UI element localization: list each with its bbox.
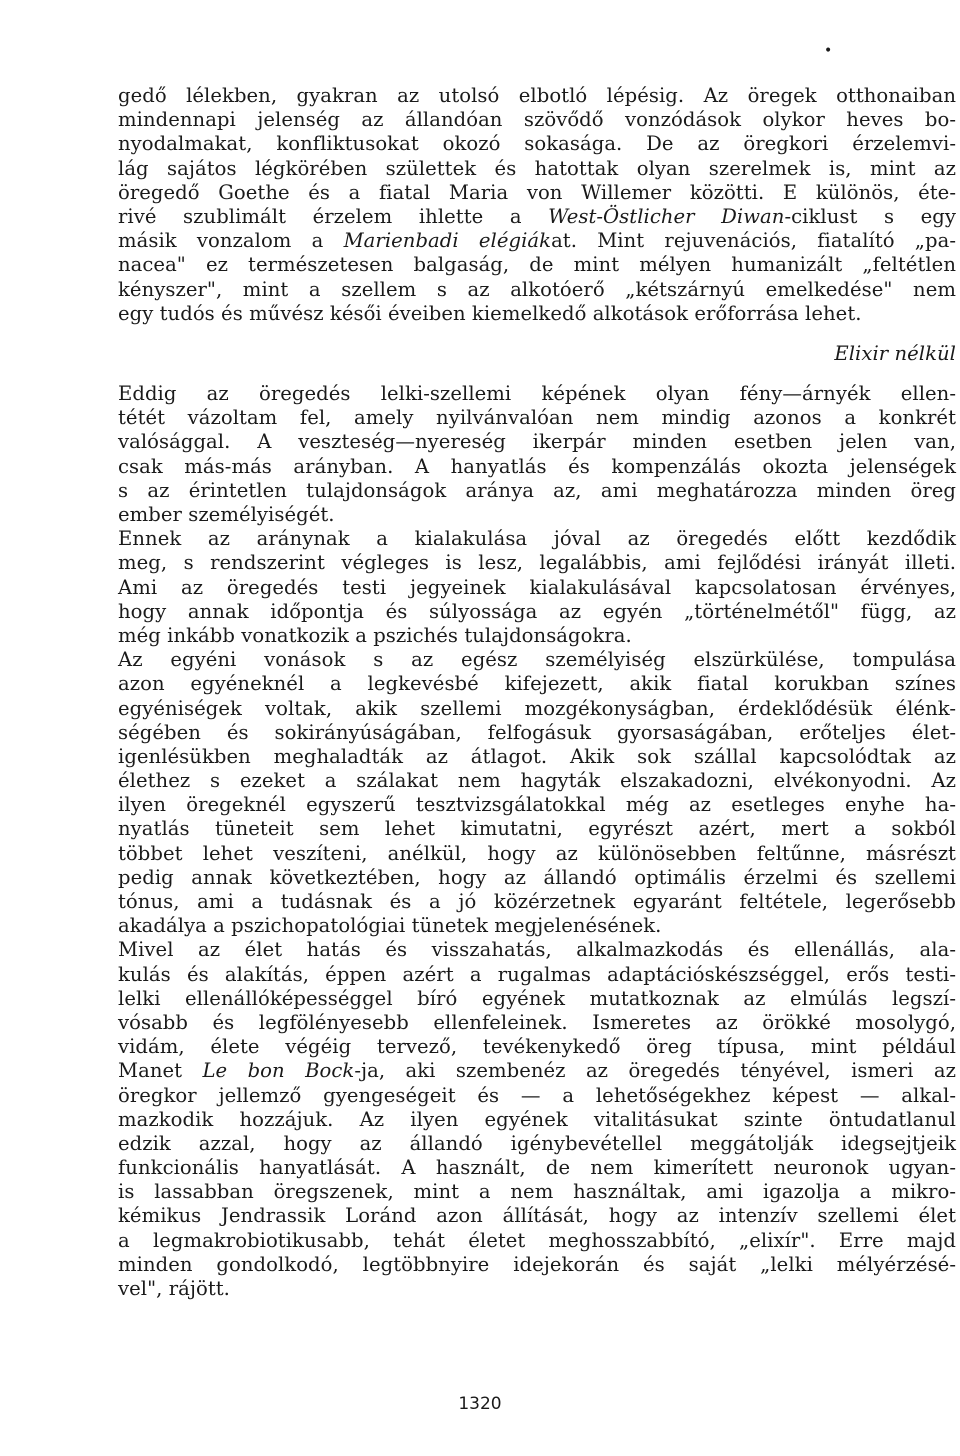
text-line: Mivel az élet hatás és visszahatás, alkalmazkodás és ellenállás, ala-	[118, 938, 956, 962]
section-heading: Elixir nélkül	[834, 341, 956, 365]
text-line: is lassabban öregszenek, mint a nem használtak, ami igazolja a mikro-	[118, 1180, 956, 1204]
text-line: egyéniségek voltak, akik szellemi mozgékonyságban, érdeklődésük élénk-	[118, 696, 956, 720]
text-line: élethez s ezeket a szálakat nem hagyták elszakadozni, elvékonyodni. Az	[118, 769, 956, 793]
text-line: akadálya a pszichopatológiai tünetek megjelenésének.	[118, 914, 662, 938]
page-number: 1320	[458, 1394, 502, 1414]
text-line: lelki ellenállóképességgel bíró egyének mutatkoznak az elmúlás legszí-	[118, 986, 956, 1010]
text-line: még inkább vonatkozik a pszichés tulajdonságokra.	[118, 623, 632, 647]
text-line: mindennapi jelenség az állandóan szövődő vonzódások olykor heves bo-	[118, 108, 956, 132]
text-line: egy tudós és művész késői éveiben kiemelkedő alkotások erőforrása lehet.	[118, 301, 862, 325]
text-line: kémikus Jendrassik Loránd azon állítását, hogy az intenzív szellemi élet	[118, 1204, 956, 1228]
text-line: lág sajátos légkörében születtek és hatottak olyan szerelmek is, mint az	[118, 156, 956, 180]
page-dot: •	[824, 43, 833, 59]
text-line: funkcionális hanyatlását. A használt, de nem kimerített neuronok ugyan-	[118, 1156, 956, 1180]
text-line: valósággal. A veszteség—nyereség ikerpár minden esetben jelen van,	[118, 430, 956, 454]
text-line: tétét vázoltam fel, amely nyilvánvalóan nem mindig azonos a konkrét	[118, 406, 956, 430]
text-line: tónus, ami a tudásnak és a jó közérzetnek egyaránt feltétele, legerősebb	[118, 890, 956, 913]
italic-title: Marienbadi elégiák	[343, 229, 552, 253]
text-line: nyodalmakat, konfliktusokat okozó sokasága. De az öregkori érzelemvi-	[118, 132, 956, 156]
text-line: nacea" ez természetesen balgaság, de mint mélyen humanizált „feltétlen	[118, 253, 956, 277]
text-line: nyatlás tüneteit sem lehet kimutatni, egyrészt azért, mert a sokból	[118, 817, 956, 841]
italic-title: Le bon Bock	[202, 1059, 355, 1083]
text-line: másik vonzalom a Marienbadi elégiákat. Mint rejuvenációs, fiatalító „pa-	[118, 229, 956, 253]
text-line: edzik azzal, hogy az állandó igénybevétellel meggátolják idegsejtjeik	[118, 1131, 956, 1155]
text-line: s az érintetlen tulajdonságok aránya az, ami meghatározza minden öreg	[118, 478, 956, 502]
text-line: pedig annak következtében, hogy az állandó optimális érzelmi és szellemi	[118, 865, 956, 889]
text-line: azon egyéneknél a legkevésbé kifejezett, akik fiatal korukban színes	[118, 672, 956, 696]
text-line: öregkor jellemző gyengeségeit és — a lehetőségekhez képest — alkal-	[118, 1083, 956, 1107]
text-line: vel", rájött.	[118, 1277, 230, 1300]
text-line: ember személyiségét.	[118, 503, 335, 526]
text-line: vidám, élete végéig tervező, tevékenykedő öreg típusa, mint például	[118, 1035, 956, 1059]
text-line: igenlésükben meghaladták az átlagot. Akik sok szállal kapcsolódtak az	[118, 744, 956, 768]
text-line: rivé szublimált érzelem ihlette a West-Östlicher Diwan-ciklust s egy	[118, 204, 956, 228]
text-line: Ami az öregedés testi jegyeinek kialakulásával kapcsolatosan érvényes,	[118, 575, 956, 599]
text-line: mazkodik hozzájuk. Az ilyen egyének vitalitásukat szinte öntudatlanul	[118, 1107, 956, 1131]
italic-title: West-Östlicher Diwan	[548, 204, 785, 228]
text-line: Manet Le bon Bock-ja, aki szembenéz az öregedés tényével, ismeri az	[118, 1059, 956, 1083]
text-line: minden gondolkodó, legtöbbnyire idejekorán és saját „lelki mélyérzésé-	[118, 1252, 956, 1276]
text-line: csak más-más arányban. A hanyatlás és kompenzálás okozta jelenségek	[118, 454, 956, 478]
text-line: kulás és alakítás, éppen azért a rugalmas adaptációskészséggel, erős testi-	[118, 962, 956, 986]
text-line: gedő lélekben, gyakran az utolsó elbotló lépésig. Az öregek otthonaiban	[118, 84, 956, 107]
text-line: meg, s rendszerint végleges is lesz, legalábbis, ami fejlődési irányát illeti.	[118, 551, 956, 575]
text-line: kényszer", mint a szellem s az alkotóerő „kétszárnyú emelkedése" nem	[118, 277, 956, 301]
text-line: a legmakrobiotikusabb, tehát életet meghosszabbító, „elixír". Erre majd	[118, 1228, 956, 1252]
text-line: Az egyéni vonások s az egész személyiség elszürkülése, tompulása	[118, 648, 956, 672]
text-line: többet lehet veszíteni, anélkül, hogy az különösebben feltűnne, másrészt	[118, 841, 956, 865]
text-line: ségében és sokirányúságában, felfogásuk gyorsaságában, erőteljes élet-	[118, 720, 956, 744]
text-line: Ennek az aránynak a kialakulása jóval az öregedés előtt kezdődik	[118, 527, 956, 551]
text-line: hogy annak időpontja és súlyossága az egyén „történelmétől" függ, az	[118, 599, 956, 623]
body-text	[118, 84, 956, 1301]
text-line: Eddig az öregedés lelki-szellemi képének olyan fény—árnyék ellen-	[118, 382, 956, 406]
text-line: ilyen öregeknél egyszerű tesztvizsgálatokkal még az esetleges enyhe ha-	[118, 793, 956, 817]
text-line: vósabb és legfölényesebb ellenfeleinek. Ismeretes az örökké mosolygó,	[118, 1010, 956, 1034]
text-line: öregedő Goethe és a fiatal Maria von Willemer közötti. E különös, éte-	[118, 180, 956, 204]
